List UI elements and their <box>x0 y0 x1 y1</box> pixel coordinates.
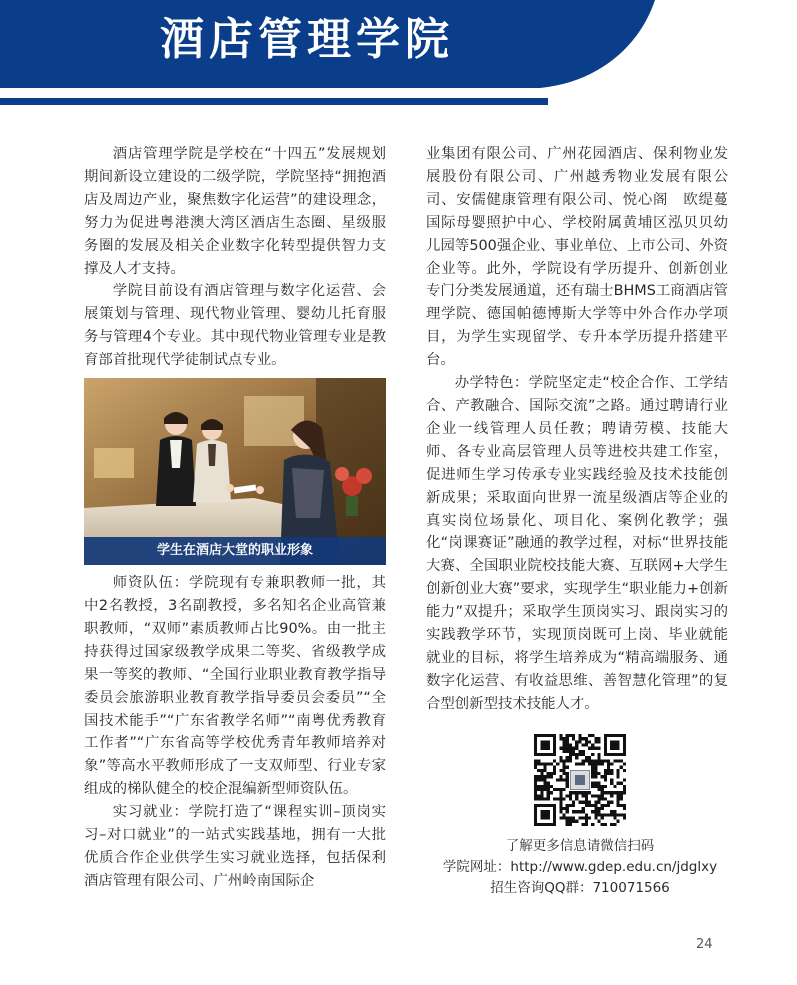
majors-paragraph: 学院目前设有酒店管理与数字化运营、会展策划与管理、现代物业管理、婴幼儿托育服务与管理4个专业。其中现代物业管理专业是教育部首批现代学徒制试点专业。 <box>84 283 386 369</box>
qr-block <box>420 734 740 899</box>
qr-code-icon[interactable] <box>534 734 626 826</box>
page-number: 24 <box>696 937 713 952</box>
lobby-photo <box>84 378 386 565</box>
left-column <box>84 143 386 893</box>
page-title: 酒店管理学院 <box>160 14 454 65</box>
intro-paragraph: 酒店管理学院是学校在“十四五”发展规划期间新设立建设的二级学院，学院坚持“拥抱酒店及周边产业，聚焦数字化运营”的建设理念，努力为促进粤港澳大湾区酒店生态圈、星级服务圈的发展及相关企业数字化转型提供智力支撑及人才支持。 <box>84 146 386 277</box>
partners-paragraph: 业集团有限公司、广州花园酒店、保利物业发展股份有限公司、广州越秀物业发展有限公司、安儒健康管理有限公司、悦心阁 欧缇蔓国际母婴照护中心、学校附属黄埔区泓贝贝幼儿园等500强企业、事业单位、上市公司、外资企业等。此外，学院设有学历提升、创新创业专门分类发展通道，还有瑞士BHMS工商酒店管理学院、德国帕德博斯大学等中外合作办学项目，为学生实现留学、专升本学历提升搭建平台。 <box>426 146 728 369</box>
qq-group-line: 招生咨询QQ群：710071566 <box>490 880 670 896</box>
internship-paragraph: 实习就业：学院打造了“课程实训–顶岗实习–对口就业”的一站式实践基地，拥有一大批优质合作企业供学生实习就业选择，包括保利酒店管理有限公司、广州岭南国际企 <box>84 804 386 889</box>
faculty-paragraph: 师资队伍：学院现有专兼职教师一批，其中2名教授，3名副教授，多名知名企业高管兼职教师，“双师”素质教师占比90%。由一批主持获得过国家级教学成果二等奖、省级教学成果一等奖的教师、“全国行业职业教育教学指导委员会旅游职业教育教学指导委员会委员”“全国技术能手”“广东省教学名师”“南粤优秀教育工作者”“广东省高等学校优秀青年教师培养对象”等高水平教师形成了一支双师型、行业专家组成的梯队健全的校企混编新型师资队伍。 <box>84 575 386 798</box>
features-paragraph: 办学特色：学院坚定走“校企合作、工学结合、产教融合、国际交流”之路。通过聘请行业企业一线管理人员任教；聘请劳模、技能大师、各专业高层管理人员等进校共建工作室，促进师生学习传承专业实践经验及技术技能创新成果；采取面向世界一流星级酒店等企业的真实岗位场景化、项目化、案例化教学；强化“岗课赛证”融通的教学过程，对标“世界技能大赛、全国职业院校技能大赛、互联网+大学生创新创业大赛”要求，实现学生“职业能力+创新能力”双提升；采取学生顶岗实习、跟岗实习的实践教学环节，实现顶岗既可上岗、毕业就能就业的目标，将学生培养成为“精高端服务、通数字化运营、有收益思维、善智慧化管理”的复合型创新型技术技能人才。 <box>426 375 728 712</box>
right-column <box>426 143 728 716</box>
qr-scan-text: 了解更多信息请微信扫码 <box>505 838 655 854</box>
photo-caption: 学生在酒店大堂的职业形象 <box>84 537 386 565</box>
website-line: 学院网址：http://www.gdep.edu.cn/jdglxy <box>442 859 718 875</box>
header-banner <box>0 0 797 110</box>
